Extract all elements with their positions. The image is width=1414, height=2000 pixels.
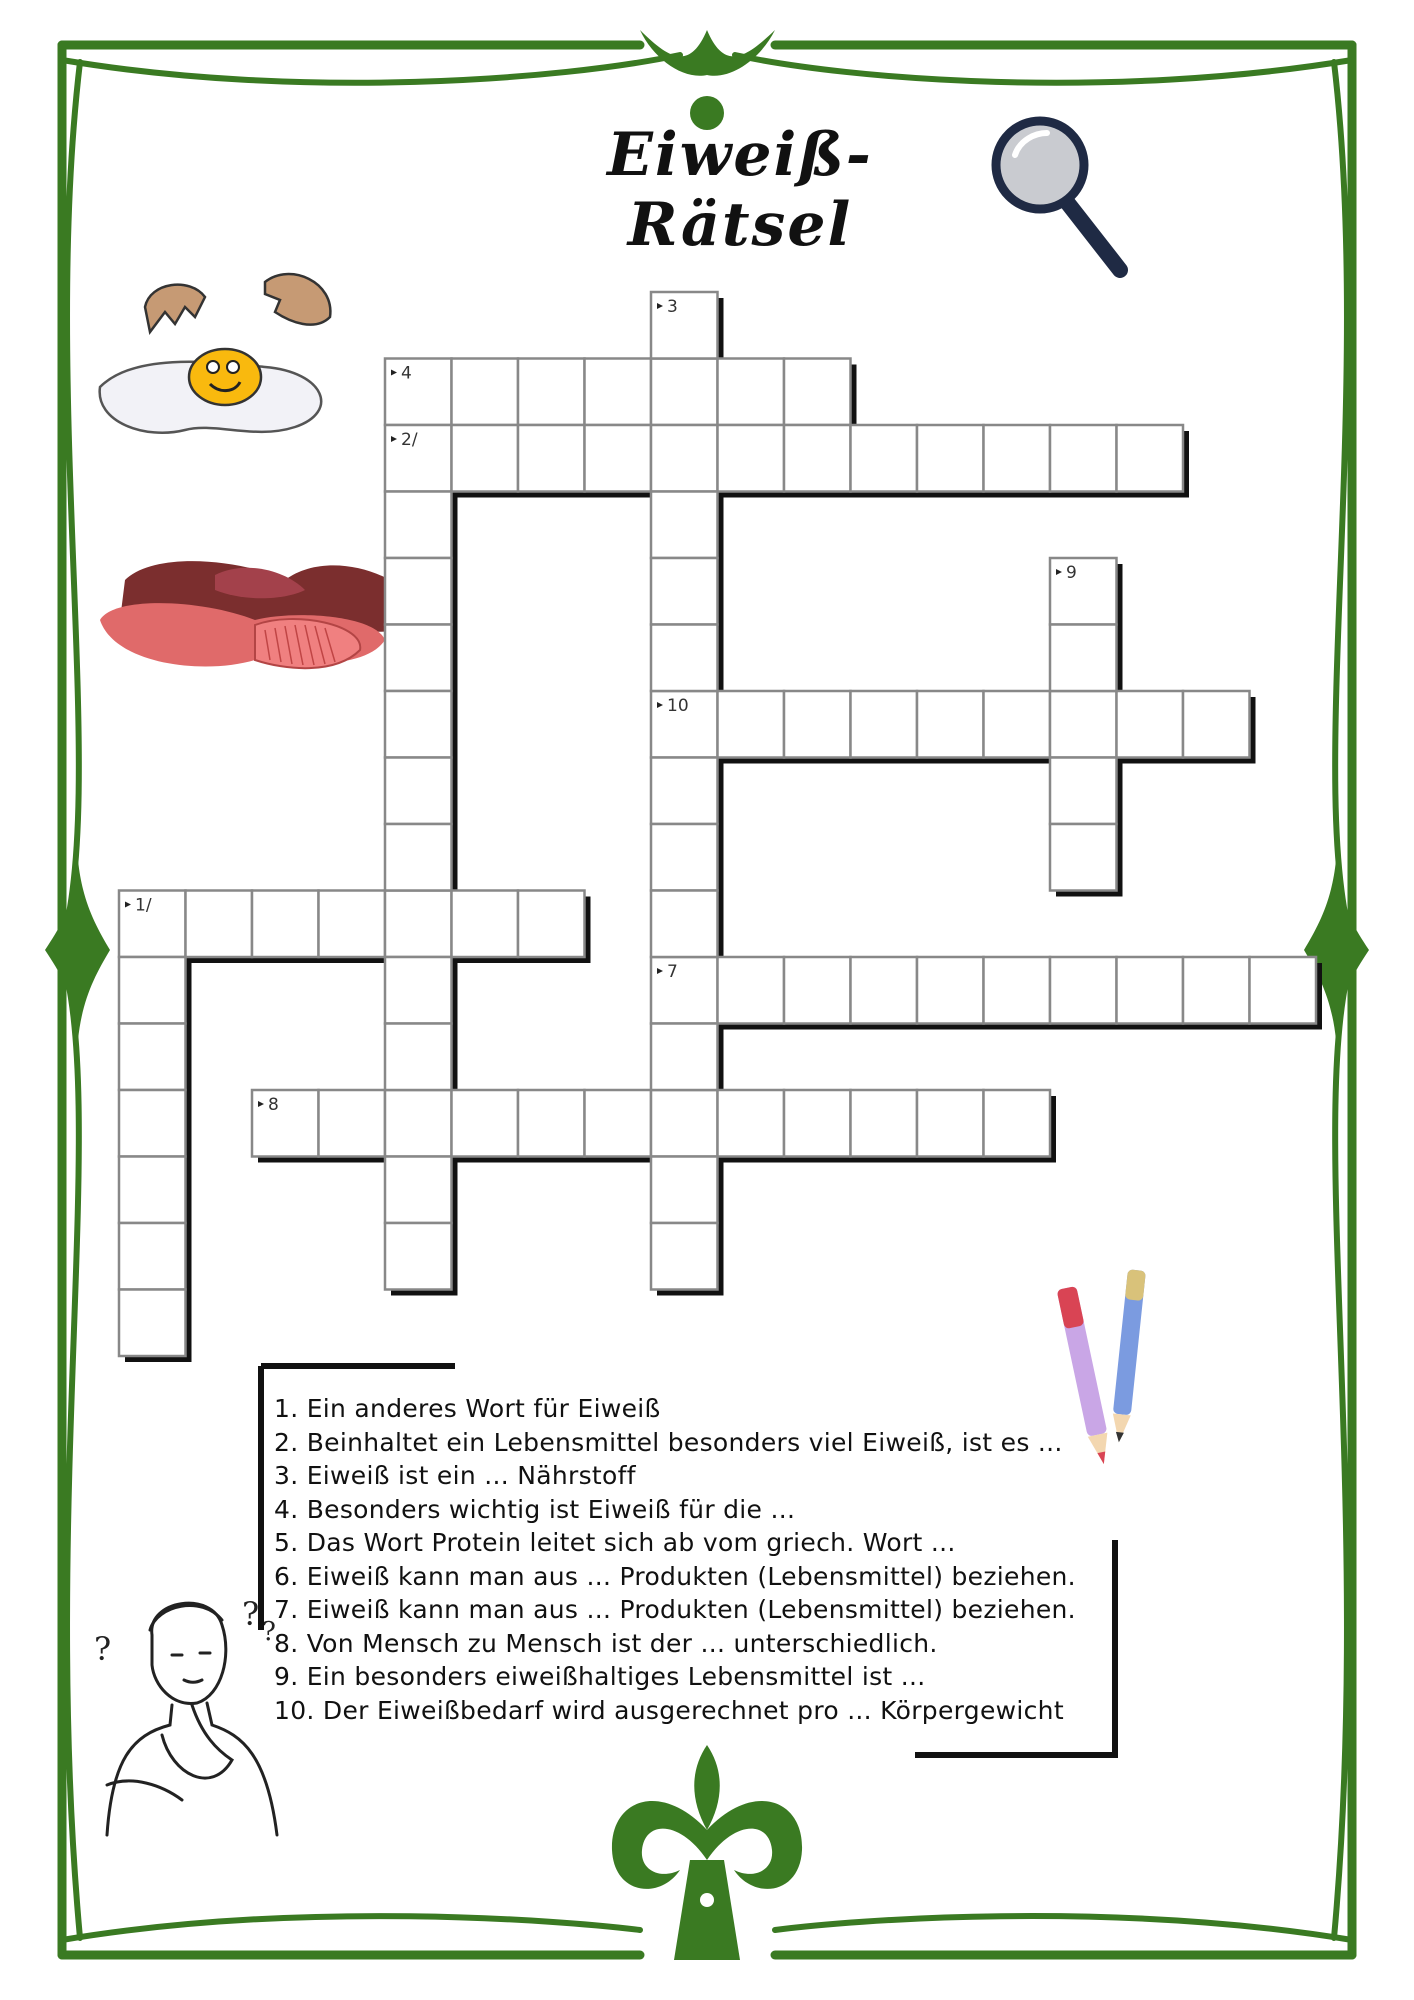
crossword-cell[interactable] bbox=[651, 824, 718, 891]
crossword-cell[interactable] bbox=[518, 891, 585, 958]
crossword-cell[interactable] bbox=[1117, 691, 1184, 758]
crossword-cell[interactable] bbox=[585, 1090, 652, 1157]
clue-2: 2. Beinhaltet ein Lebensmittel besonders viel Eiweiß, ist es ... bbox=[274, 1427, 1063, 1457]
crossword-cell[interactable] bbox=[319, 891, 386, 958]
cell-number-label: 2/ bbox=[401, 430, 418, 450]
svg-text:?: ? bbox=[262, 1617, 276, 1647]
clue-10: 10. Der Eiweißbedarf wird ausgerechnet pro ... Körpergewicht bbox=[274, 1695, 1064, 1725]
crossword-cell[interactable] bbox=[718, 425, 785, 492]
crossword-cell[interactable] bbox=[651, 292, 718, 359]
crossword-cell[interactable] bbox=[518, 425, 585, 492]
crossword-cell[interactable] bbox=[1050, 558, 1117, 625]
crossword-cell[interactable] bbox=[718, 957, 785, 1024]
crossword-cell[interactable] bbox=[784, 425, 851, 492]
clue-1: 1. Ein anderes Wort für Eiweiß bbox=[274, 1394, 661, 1423]
crossword-cell[interactable] bbox=[718, 691, 785, 758]
clue-8: 8. Von Mensch zu Mensch ist der ... unterschiedlich. bbox=[274, 1628, 938, 1658]
crossword-cell[interactable] bbox=[984, 1090, 1051, 1157]
crossword-cell[interactable] bbox=[1183, 957, 1250, 1024]
crossword-cell[interactable] bbox=[186, 891, 253, 958]
svg-text:?: ? bbox=[94, 1630, 112, 1668]
crossword-cell[interactable] bbox=[917, 1090, 984, 1157]
crossword-cell[interactable] bbox=[518, 1090, 585, 1157]
crossword-cell[interactable] bbox=[984, 957, 1051, 1024]
crossword-cell[interactable] bbox=[385, 1024, 452, 1091]
crossword-cell[interactable] bbox=[651, 1223, 718, 1290]
crossword-cell[interactable] bbox=[385, 492, 452, 559]
crossword-cell[interactable] bbox=[385, 1223, 452, 1290]
cell-number-label: 1/ bbox=[135, 895, 152, 916]
crossword-cell[interactable] bbox=[1050, 957, 1117, 1024]
crossword-cell[interactable] bbox=[1050, 824, 1117, 891]
crossword-cell[interactable] bbox=[1050, 758, 1117, 825]
clue-6: 6. Eiweiß kann man aus ... Produkten (Lebensmittel) beziehen. bbox=[274, 1561, 1076, 1591]
crossword-cell[interactable] bbox=[651, 891, 718, 958]
crossword-cell[interactable] bbox=[984, 691, 1051, 758]
crossword-cell[interactable] bbox=[651, 558, 718, 625]
crossword-cell[interactable] bbox=[651, 625, 718, 692]
cell-number-label: 10 bbox=[667, 696, 689, 716]
crossword-cell[interactable] bbox=[385, 425, 452, 492]
clue-3: 3. Eiweiß ist ein ... Nährstoff bbox=[274, 1461, 636, 1490]
crossword-cell[interactable] bbox=[119, 1024, 186, 1091]
crossword-cell[interactable] bbox=[385, 359, 452, 426]
crossword-cell[interactable] bbox=[385, 691, 452, 758]
crossword-cell[interactable] bbox=[1117, 425, 1184, 492]
crossword-cell[interactable] bbox=[385, 758, 452, 825]
crossword-cell[interactable] bbox=[585, 359, 652, 426]
crossword-cell[interactable] bbox=[784, 1090, 851, 1157]
page-title: Eiweiß-Rätsel bbox=[607, 120, 873, 260]
crossword-cell[interactable] bbox=[252, 1090, 319, 1157]
crossword-cell[interactable] bbox=[385, 1157, 452, 1224]
crossword-cell[interactable] bbox=[984, 425, 1051, 492]
crossword-cell[interactable] bbox=[917, 691, 984, 758]
clue-4: 4. Besonders wichtig ist Eiweiß für die ... bbox=[274, 1494, 796, 1524]
cell-number-label: 7 bbox=[667, 962, 678, 982]
clue-box-brackets bbox=[255, 1360, 1135, 1760]
crossword-cell[interactable] bbox=[119, 957, 186, 1024]
crossword-cell[interactable] bbox=[651, 1024, 718, 1091]
crossword-cell[interactable] bbox=[385, 824, 452, 891]
crossword-cell[interactable] bbox=[651, 492, 718, 559]
crossword-cell[interactable] bbox=[784, 359, 851, 426]
clue-7: 7. Eiweiß kann man aus ... Produkten (Lebensmittel) beziehen. bbox=[274, 1595, 1076, 1624]
crossword-cell[interactable] bbox=[452, 891, 519, 958]
crossword-cell[interactable] bbox=[1050, 691, 1117, 758]
crossword-cell[interactable] bbox=[385, 1090, 452, 1157]
crossword-cell[interactable] bbox=[119, 1090, 186, 1157]
crossword-cell[interactable] bbox=[651, 758, 718, 825]
crossword-cell[interactable] bbox=[917, 957, 984, 1024]
cell-number-label: 3 bbox=[667, 297, 678, 317]
cell-number-label: 4 bbox=[401, 363, 412, 384]
crossword-cell[interactable] bbox=[119, 1223, 186, 1290]
crossword-cell[interactable] bbox=[651, 425, 718, 492]
crossword-cell[interactable] bbox=[651, 1157, 718, 1224]
crossword-cell[interactable] bbox=[385, 558, 452, 625]
cell-number-label: 8 bbox=[268, 1095, 279, 1115]
crossword-cell[interactable] bbox=[851, 1090, 918, 1157]
crossword-cell[interactable] bbox=[1117, 957, 1184, 1024]
crossword-cell[interactable] bbox=[851, 957, 918, 1024]
crossword-cell[interactable] bbox=[784, 957, 851, 1024]
crossword-cell[interactable] bbox=[452, 1090, 519, 1157]
cell-number-label: 9 bbox=[1066, 563, 1077, 583]
crossword-cell[interactable] bbox=[452, 359, 519, 426]
crossword-cell[interactable] bbox=[452, 425, 519, 492]
crossword-cell[interactable] bbox=[119, 891, 186, 958]
crossword-cell[interactable] bbox=[119, 1157, 186, 1224]
crossword-cell[interactable] bbox=[851, 425, 918, 492]
crossword-cell[interactable] bbox=[119, 1290, 186, 1357]
crossword-cell[interactable] bbox=[917, 425, 984, 492]
crossword-cell[interactable] bbox=[784, 691, 851, 758]
crossword-cell[interactable] bbox=[1183, 691, 1250, 758]
clue-9: 9. Ein besonders eiweißhaltiges Lebensmittel ist ... bbox=[274, 1662, 926, 1691]
crossword-cell[interactable] bbox=[385, 891, 452, 958]
crossword-cell[interactable] bbox=[651, 1090, 718, 1157]
crossword-cell[interactable] bbox=[718, 359, 785, 426]
crossword-cell[interactable] bbox=[385, 957, 452, 1024]
crossword-cell[interactable] bbox=[718, 1090, 785, 1157]
crossword-cell[interactable] bbox=[851, 691, 918, 758]
crossword-cell[interactable] bbox=[252, 891, 319, 958]
clue-5: 5. Das Wort Protein leitet sich ab vom griech. Wort ... bbox=[274, 1528, 956, 1557]
crossword-cell[interactable] bbox=[518, 359, 585, 426]
crossword-cell[interactable] bbox=[319, 1090, 386, 1157]
crossword-cell[interactable] bbox=[1250, 957, 1317, 1024]
crossword-cell[interactable] bbox=[651, 359, 718, 426]
crossword-cell[interactable] bbox=[585, 425, 652, 492]
crossword-cell[interactable] bbox=[651, 957, 718, 1024]
crossword-cell[interactable] bbox=[385, 625, 452, 692]
svg-text:?: ? bbox=[242, 1595, 260, 1633]
crossword-cell[interactable] bbox=[1050, 425, 1117, 492]
crossword-cell[interactable] bbox=[1050, 625, 1117, 692]
